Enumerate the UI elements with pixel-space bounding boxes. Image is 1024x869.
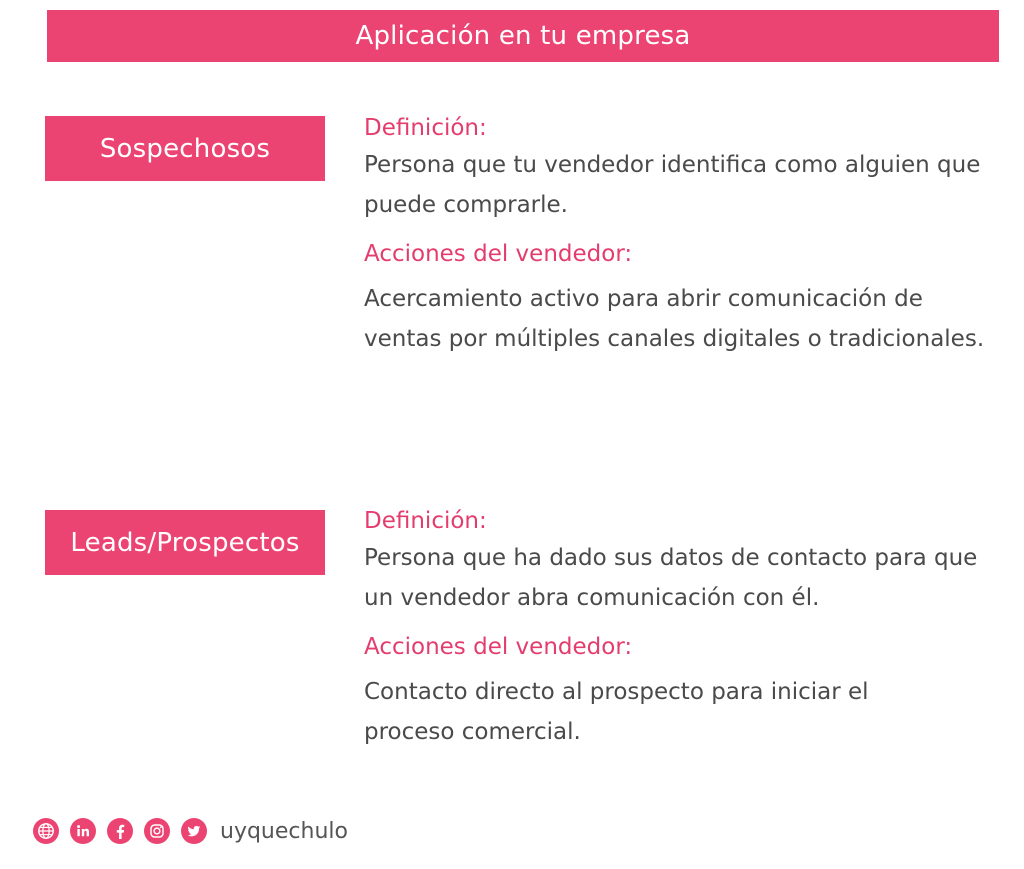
twitter-icon[interactable] — [181, 818, 207, 844]
instagram-icon[interactable] — [144, 818, 170, 844]
definition-text: Persona que tu vendedor identifica como alguien que puede comprarle. — [364, 152, 981, 218]
page-title: Aplicación en tu empresa — [355, 21, 691, 51]
page-title-banner — [47, 10, 999, 62]
term-content — [364, 113, 1004, 359]
actions-label: Acciones del vendedor: — [364, 634, 633, 660]
definition-text: Persona que ha dado sus datos de contacto para que un vendedor abra comunicación con él. — [364, 545, 978, 611]
actions-label: Acciones del vendedor: — [364, 241, 633, 267]
term-label: Sospechosos — [99, 133, 271, 164]
actions-text: Contacto directo al prospecto para iniciar el proceso comercial. — [364, 679, 869, 745]
term-box — [45, 116, 325, 181]
globe-icon[interactable] — [33, 818, 59, 844]
definition-label: Definición: — [364, 115, 487, 141]
linkedin-icon[interactable] — [70, 818, 96, 844]
term-content — [364, 506, 1004, 752]
footer-social — [33, 815, 348, 847]
actions-text: Acercamiento activo para abrir comunicación de ventas por múltiples canales digitales o tradicionales. — [364, 286, 985, 352]
facebook-icon[interactable] — [107, 818, 133, 844]
definition-label: Definición: — [364, 508, 487, 534]
term-box — [45, 510, 325, 575]
term-label: Leads/Prospectos — [70, 527, 300, 558]
footer-handle[interactable]: uyquechulo — [220, 818, 348, 844]
